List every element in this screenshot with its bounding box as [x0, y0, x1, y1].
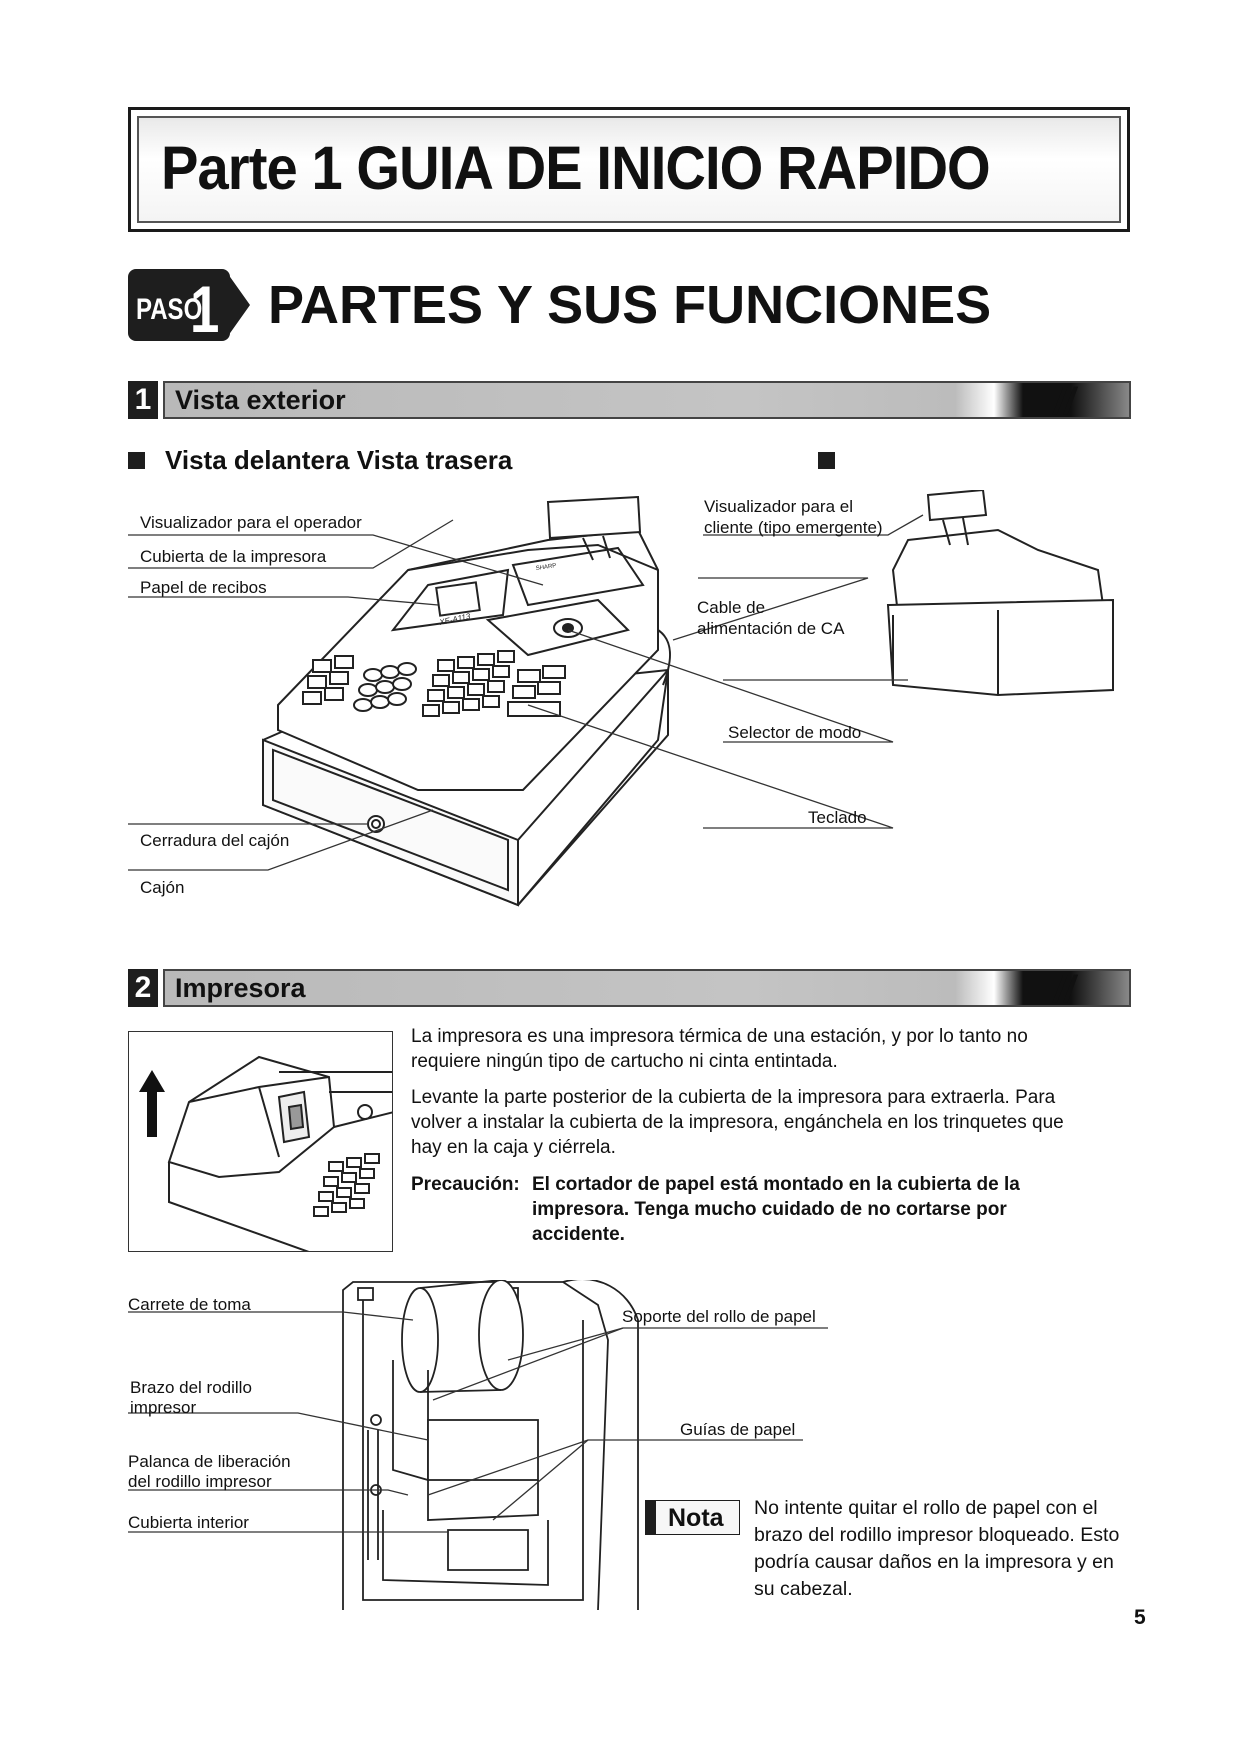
label-keyboard: Teclado — [808, 808, 867, 827]
caution-label: Precaución: — [411, 1174, 520, 1195]
section-2-title: Impresora — [175, 973, 306, 1003]
page-title: Parte 1 GUIA DE INICIO RAPIDO — [161, 134, 990, 202]
label-drawer-lock: Cerradura del cajón — [140, 831, 290, 850]
arrow-up-icon — [139, 1070, 165, 1137]
section-1-number: 1 — [128, 381, 158, 419]
section-2-number: 2 — [128, 969, 158, 1007]
section-1-bar — [163, 381, 1131, 423]
label-print-roller-arm-line2: impresor — [130, 1398, 197, 1417]
page-number: 5 — [1134, 1606, 1146, 1629]
label-paper-roll-holder: Soporte del rollo de papel — [622, 1307, 816, 1326]
paso-badge-number: 1 — [190, 272, 220, 346]
bullet-square-icon — [818, 452, 835, 469]
label-printer-cover: Cubierta de la impresora — [140, 547, 327, 566]
paso-badge-word: PASO — [136, 293, 203, 326]
label-customer-display-line1: Visualizador para el — [704, 497, 853, 516]
printer-internals-illustration — [128, 1280, 828, 1620]
printer-paragraph-2: Levante la parte posterior de la cubierta de la impresora para extraerla. Para volver a instalar la cubierta de la impresora, engánchela en los trinquetes que hay en la caja y ciérrela. — [411, 1087, 1064, 1158]
title-frame — [137, 116, 1121, 223]
views-subheading: Vista delantera Vista trasera — [165, 445, 513, 475]
section-slash-icon: // — [1053, 969, 1075, 1011]
note-badge-bar — [645, 1500, 655, 1535]
paso-arrow-icon — [228, 274, 250, 336]
label-drawer: Cajón — [140, 878, 185, 897]
step-title: PARTES Y SUS FUNCIONES — [268, 275, 992, 335]
note-badge — [645, 1500, 740, 1535]
label-inner-cover: Cubierta interior — [128, 1513, 249, 1532]
section-1-title: Vista exterior — [175, 385, 346, 415]
label-operator-display: Visualizador para el operador — [140, 513, 362, 532]
label-receipt-paper: Papel de recibos — [140, 578, 267, 597]
printer-cover-illustration — [128, 1031, 393, 1252]
title-box — [128, 107, 1130, 232]
caution-text: El cortador de papel está montado en la cubierta de la impresora. Tenga mucho cuidado de no cortarse por accidente. — [532, 1174, 1020, 1245]
printer-paragraph-1: La impresora es una impresora térmica de una estación, y por lo tanto no requiere ningún tipo de cartucho ni cinta entintada. — [411, 1026, 1028, 1072]
label-ac-cable-line2: alimentación de CA — [697, 619, 845, 638]
bullet-square-icon — [128, 452, 145, 469]
register-model-text: XE-A113 — [438, 611, 472, 627]
register-brand-text: SHARP — [535, 563, 557, 572]
label-ac-cable-line1: Cable de — [697, 598, 766, 617]
section-slash-icon: // — [1053, 381, 1075, 423]
note-badge-frame — [655, 1500, 740, 1535]
paso-badge — [128, 269, 230, 346]
label-print-roller-arm-line1: Brazo del rodillo — [130, 1378, 252, 1397]
label-mode-switch: Selector de modo — [728, 723, 862, 742]
label-paper-guides: Guías de papel — [680, 1420, 796, 1439]
label-customer-display-line2: cliente (tipo emergente) — [704, 518, 883, 537]
note-text: No intente quitar el rollo de papel con el brazo del rodillo impresor bloqueado. Esto podría causar daños en la impresora y en su cabezal. — [754, 1497, 1120, 1600]
label-release-lever-line2: del rodillo impresor — [128, 1472, 272, 1491]
label-release-lever-line1: Palanca de liberación — [128, 1452, 291, 1471]
note-label: Nota — [668, 1504, 724, 1532]
label-take-up-spool: Carrete de toma — [128, 1295, 251, 1314]
section-2-bar — [163, 969, 1131, 1011]
